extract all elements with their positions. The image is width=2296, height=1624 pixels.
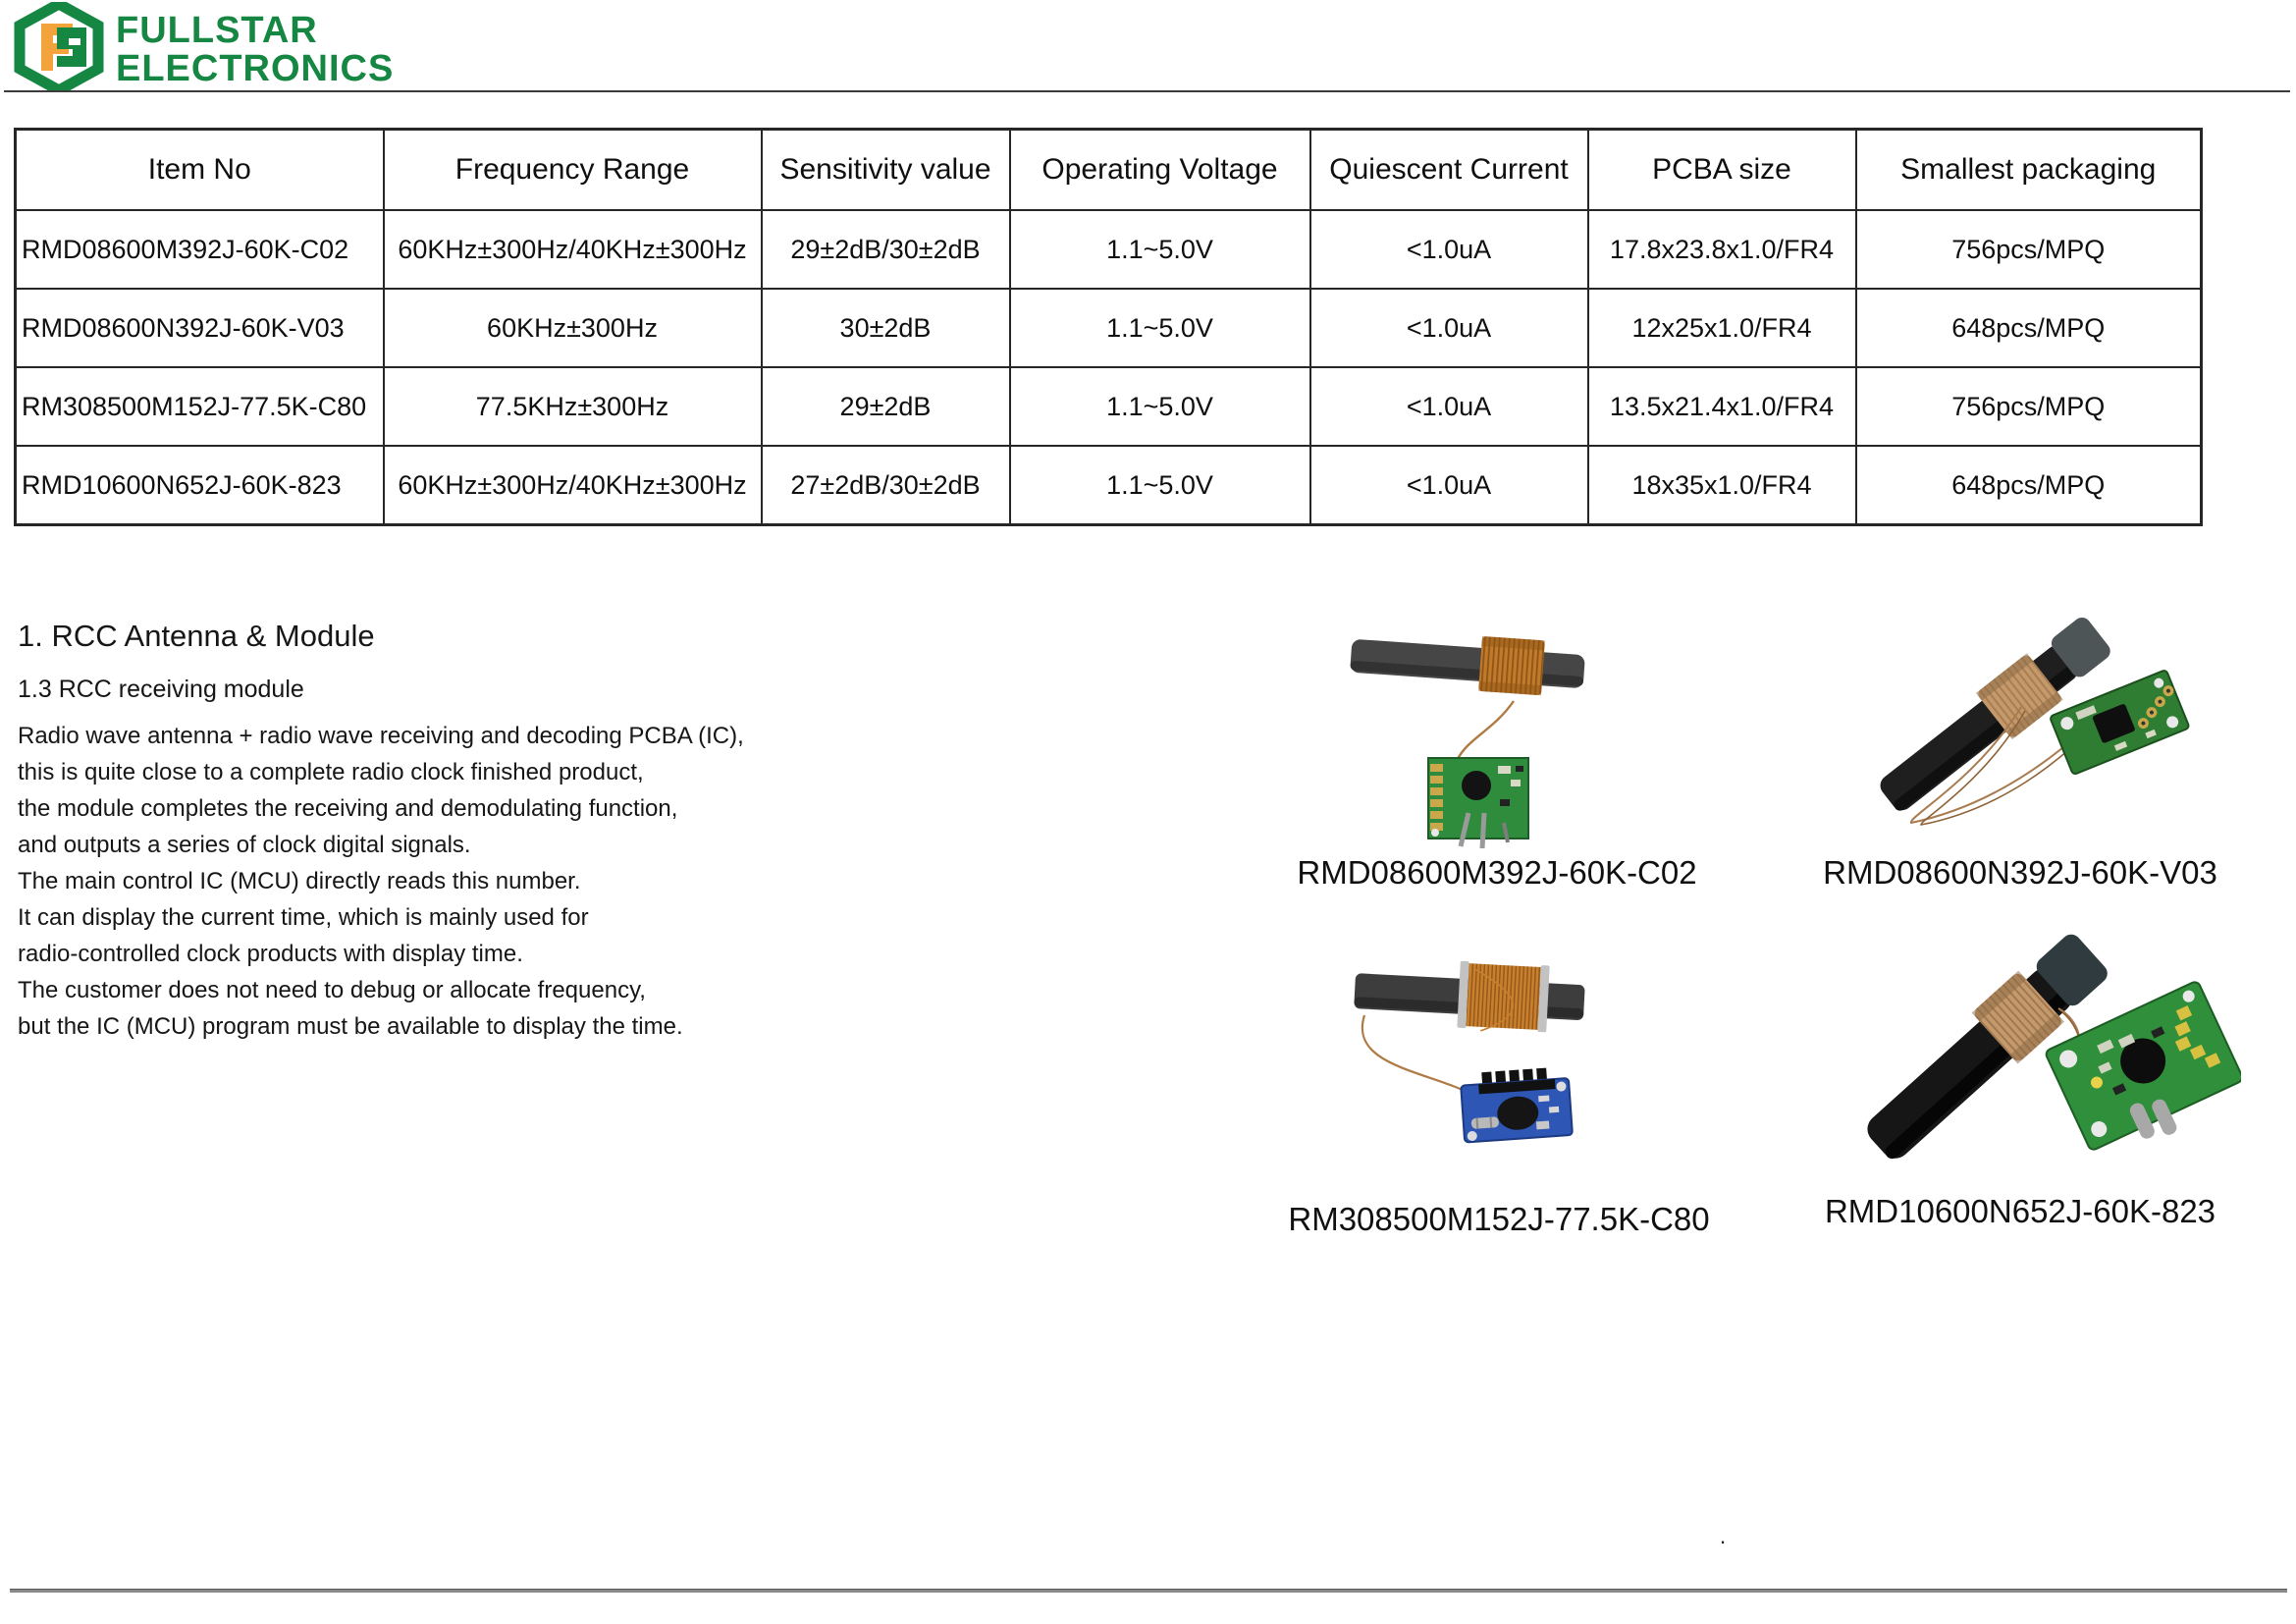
product-figure-rmd10600n652j [1789, 913, 2251, 1227]
cell-pcba-size: 13.5x21.4x1.0/FR4 [1588, 367, 1856, 446]
col-header-smallest-packaging: Smallest packaging [1856, 130, 2202, 211]
cell-voltage: 1.1~5.0V [1010, 210, 1310, 289]
figure-caption: RMD08600N392J-60K-V03 [1823, 854, 2217, 891]
cell-frequency: 60KHz±300Hz [384, 289, 762, 367]
table-row [16, 289, 2202, 367]
brand-name-line2: ELECTRONICS [116, 47, 395, 89]
table-row [16, 210, 2202, 289]
col-header-quiescent-current: Quiescent Current [1310, 130, 1588, 211]
cell-item-no: RMD08600N392J-60K-V03 [16, 289, 384, 367]
cell-voltage: 1.1~5.0V [1010, 446, 1310, 525]
cell-frequency: 77.5KHz±300Hz [384, 367, 762, 446]
product-figure-rmd08600n392j [1789, 589, 2251, 903]
cell-voltage: 1.1~5.0V [1010, 367, 1310, 446]
cell-pcba-size: 12x25x1.0/FR4 [1588, 289, 1856, 367]
cell-item-no: RMD08600M392J-60K-C02 [16, 210, 384, 289]
cell-current: <1.0uA [1310, 367, 1588, 446]
col-header-item-no: Item No [16, 130, 384, 211]
body-line: the module completes the receiving and demodulating function, [18, 795, 678, 822]
body-line: The main control IC (MCU) directly reads this number. [18, 868, 581, 894]
body-line: Radio wave antenna + radio wave receiving and decoding PCBA (IC), [18, 723, 744, 749]
header-divider [4, 90, 2290, 92]
brand-name-line1: FULLSTAR [116, 9, 318, 51]
antenna-module-photo-illustration [1335, 611, 1629, 851]
body-line: this is quite close to a complete radio clock finished product, [18, 759, 644, 785]
cell-item-no: RM308500M152J-77.5K-C80 [16, 367, 384, 446]
footer-divider [10, 1589, 2287, 1593]
figure-caption: RMD08600M392J-60K-C02 [1297, 854, 1697, 891]
table-header-row [16, 130, 2202, 211]
body-line: but the IC (MCU) program must be available to display the time. [18, 1013, 683, 1040]
body-line: The customer does not need to debug or allocate frequency, [18, 977, 646, 1003]
cell-current: <1.0uA [1310, 210, 1588, 289]
body-line: It can display the current time, which is mainly used for [18, 904, 589, 931]
rcc-module-description [18, 619, 921, 1045]
fullstar-hexagon-logo-icon [12, 2, 106, 97]
antenna-module-photo-illustration [1858, 918, 2241, 1173]
footer-period-mark: . [1720, 1524, 1727, 1548]
product-figure-rmd08600m392j [1266, 601, 1728, 905]
section-heading: 1. RCC Antenna & Module [18, 619, 375, 653]
cell-sensitivity: 29±2dB [762, 367, 1010, 446]
figure-caption: RM308500M152J-77.5K-C80 [1288, 1201, 1710, 1237]
col-header-pcba-size: PCBA size [1588, 130, 1856, 211]
cell-current: <1.0uA [1310, 446, 1588, 525]
cell-pcba-size: 17.8x23.8x1.0/FR4 [1588, 210, 1856, 289]
cell-sensitivity: 29±2dB/30±2dB [762, 210, 1010, 289]
col-header-frequency-range: Frequency Range [384, 130, 762, 211]
antenna-module-photo-illustration [1848, 589, 2221, 844]
product-spec-table [14, 128, 2203, 526]
cell-packaging: 756pcs/MPQ [1856, 210, 2202, 289]
cell-voltage: 1.1~5.0V [1010, 289, 1310, 367]
section-subheading: 1.3 RCC receiving module [18, 676, 304, 703]
table-row [16, 446, 2202, 525]
cell-sensitivity: 30±2dB [762, 289, 1010, 367]
figure-caption: RMD10600N652J-60K-823 [1824, 1193, 2216, 1229]
body-line: and outputs a series of clock digital signals. [18, 832, 471, 858]
cell-packaging: 648pcs/MPQ [1856, 446, 2202, 525]
col-header-operating-voltage: Operating Voltage [1010, 130, 1310, 211]
product-figure-rm308500m152j [1268, 947, 1730, 1252]
cell-sensitivity: 27±2dB/30±2dB [762, 446, 1010, 525]
col-header-sensitivity-value: Sensitivity value [762, 130, 1010, 211]
cell-current: <1.0uA [1310, 289, 1588, 367]
body-line: radio-controlled clock products with display time. [18, 941, 523, 967]
cell-packaging: 648pcs/MPQ [1856, 289, 2202, 367]
cell-pcba-size: 18x35x1.0/FR4 [1588, 446, 1856, 525]
antenna-module-photo-illustration [1337, 952, 1631, 1178]
cell-frequency: 60KHz±300Hz/40KHz±300Hz [384, 446, 762, 525]
brand-logo [12, 2, 394, 97]
cell-item-no: RMD10600N652J-60K-823 [16, 446, 384, 525]
table-row [16, 367, 2202, 446]
cell-frequency: 60KHz±300Hz/40KHz±300Hz [384, 210, 762, 289]
cell-packaging: 756pcs/MPQ [1856, 367, 2202, 446]
